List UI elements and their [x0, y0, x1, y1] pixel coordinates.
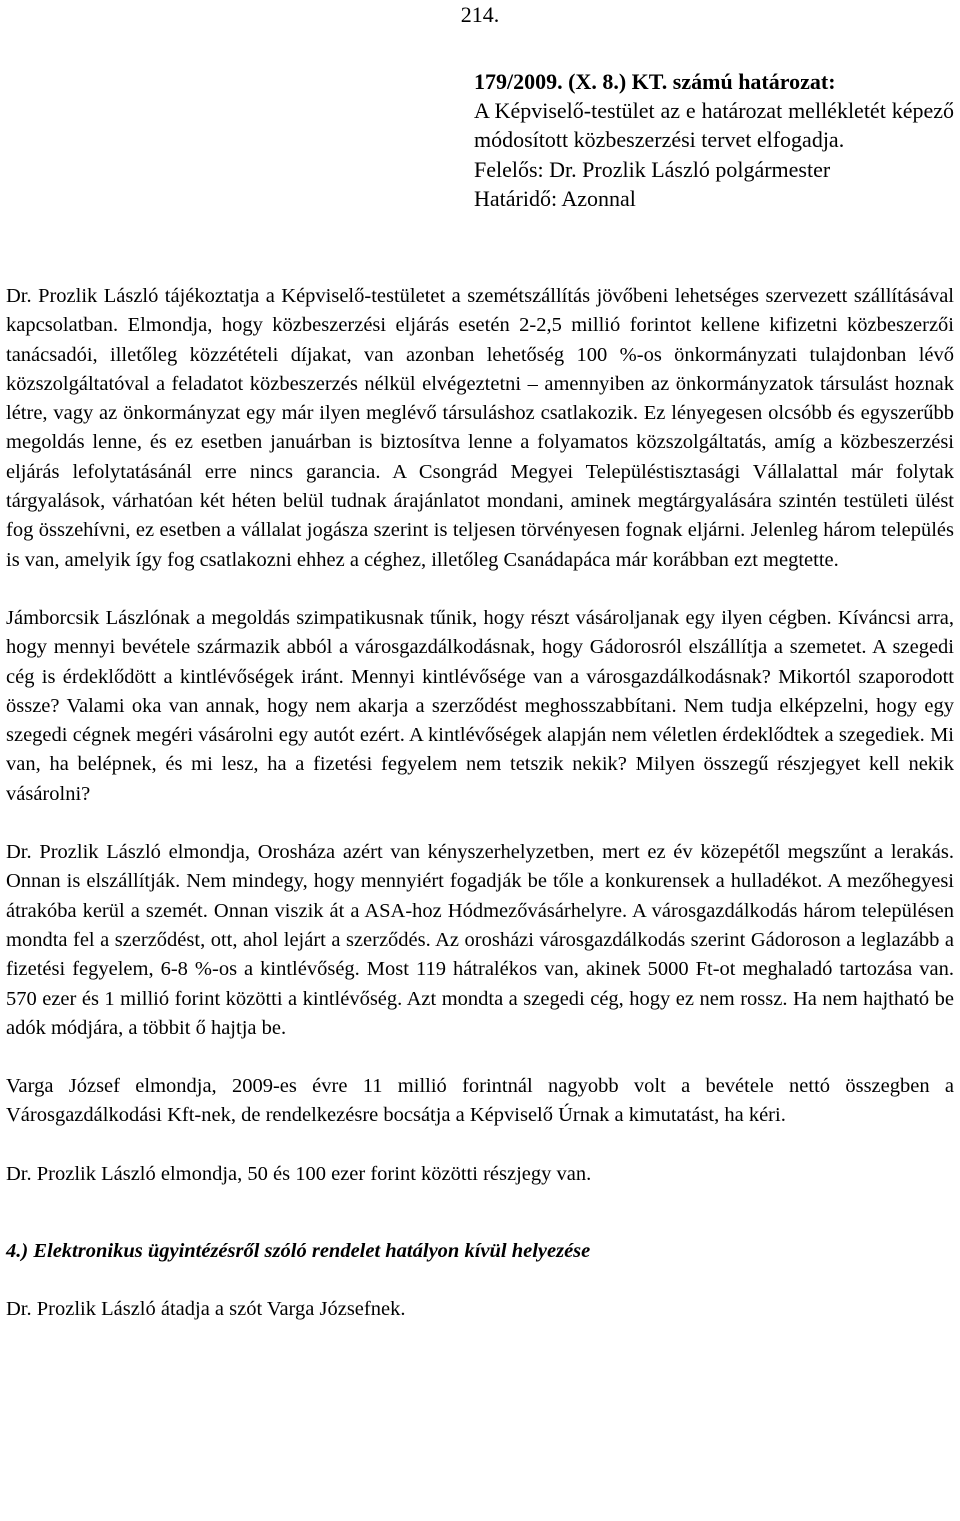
page-number: 214.	[460, 2, 500, 27]
paragraph-jamborcsik-question: Jámborcsik Lászlónak a megoldás szimpatikusnak tűnik, hogy részt vásároljanak egy ilyen cégben. Kíváncsi arra, hogy mennyi bevétele származik abból a városgazdálkodásnak, hogy Gádorosról elszállítja a szemetet. A szegedi cég is érdeklődött a kintlévőségek iránt. Mennyi kintlévősége van a városgazdálkodásnak? Mikortól szaporodott össze? Valami oka van annak, hogy nem akarja a szerződést meghosszabbítani. Nem tudja elképzelni, hogy egy szegedi cégnek megéri vásárolni egy autót ezért. A kintlévőségek alapján nem véletlen érdeklődtek a szegediek. Mi van, ha belépnek, és mi lesz, ha a fizetési fegyelem nem tetszik nekik? Milyen összegű részjegyet kell nekik vásárolni?	[6, 606, 954, 805]
resolution-text: A Képviselő-testület az e határozat mellékletét képező módosított közbeszerzési tervet elfogadja.	[474, 98, 954, 153]
paragraph-prozlik-share: Dr. Prozlik László elmondja, 50 és 100 ezer forint közötti részjegy van.	[6, 1162, 592, 1185]
section-heading: 4.) Elektronikus ügyintézésről szóló rendelet hatályon kívül helyezése	[6, 1240, 591, 1263]
resolution-deadline: Határidő: Azonnal	[474, 185, 636, 211]
paragraph-prozlik-handover: Dr. Prozlik László átadja a szót Varga Józsefnek.	[6, 1298, 406, 1321]
paragraph-varga-revenue: Varga József elmondja, 2009-es évre 11 millió forintnál nagyobb volt a bevétele nettó összegben a Városgazdálkodási Kft-nek, de rendelkezésre bocsátja a Képviselő Úrnak a kimutatást, ha kéri.	[6, 1075, 954, 1127]
paragraph-prozlik-waste-transport: Dr. Prozlik László tájékoztatja a Képviselő-testületet a szemétszállítás jövőbeni lehetséges szervezett szállításával kapcsolatban. Elmondja, hogy közbeszerzési eljárás esetén 2-2,5 millió forintot kellene kifizetni közbeszerzői tanácsadói, illetőleg közzétételi díjakat, van azonban lehetőség 100 %-os önkormányzati tulajdonban lévő közszolgáltatóval a feladatot közbeszerzés nélkül elvégeztetni – amennyiben az önkormányzatok társulást hoznak létre, vagy az önkormányzat egy már ilyen meglévő társuláshoz csatlakozik. Ez lényegesen olcsóbb és egyszerűbb megoldás lenne, és ez esetben januárban is biztosítva lenne a folyamatos közszolgáltatás, amíg a közbeszerzési eljárás lefolytatásánál erre nincs garancia. A Csongrád Megyei Településtisztasági Vállalattal már folytak tárgyalások, várhatóan két héten belül tudnak árajánlatot mondani, aminek megtárgyalására szintén testületi ülést fog összehívni, ez esetben a vállalat jogásza szerint is teljesen törvényesen fognak eljárni. Jelenleg három település is van, amelyik így fog csatlakozni ehhez a céghez, illetőleg Csanádapáca már korábban ezt megtette.	[6, 285, 954, 571]
resolution-title: 179/2009. (X. 8.) KT. számú határozat:	[474, 69, 836, 94]
resolution-block	[474, 67, 954, 213]
minutes-body	[6, 282, 954, 1325]
resolution-responsible: Felelős: Dr. Prozlik László polgármester	[474, 156, 831, 182]
paragraph-prozlik-oroshaza: Dr. Prozlik László elmondja, Orosháza azért van kényszerhelyzetben, mert ez év közepétől megszűnt a lerakás. Onnan is elszállítják. Nem mindegy, hogy mennyiért fogadják be tőle a konkurensek a hulladékot. A mezőhegyesi átrakóba kerül a szemét. Onnan viszik át a ASA-hoz Hódmezővásárhelyre. A városgazdálkodás három településen mondta fel a szerződést, ott, ahol lejárt a szerződés. Az orosházi városgazdálkodás szerint Gádoroson a leglazább a fizetési fegyelem, 6-8 %-os a kintlévőség. Most 119 hátralékos van, akinek 5000 Ft-ot meghaladó tartozása van. 570 ezer és 1 millió forint közötti a kintlévőség. Azt mondta a szegedi cég, hogy ez nem rossz. Ha nem hajtható be adók módjára, a többit ő hajtja be.	[6, 841, 954, 1039]
